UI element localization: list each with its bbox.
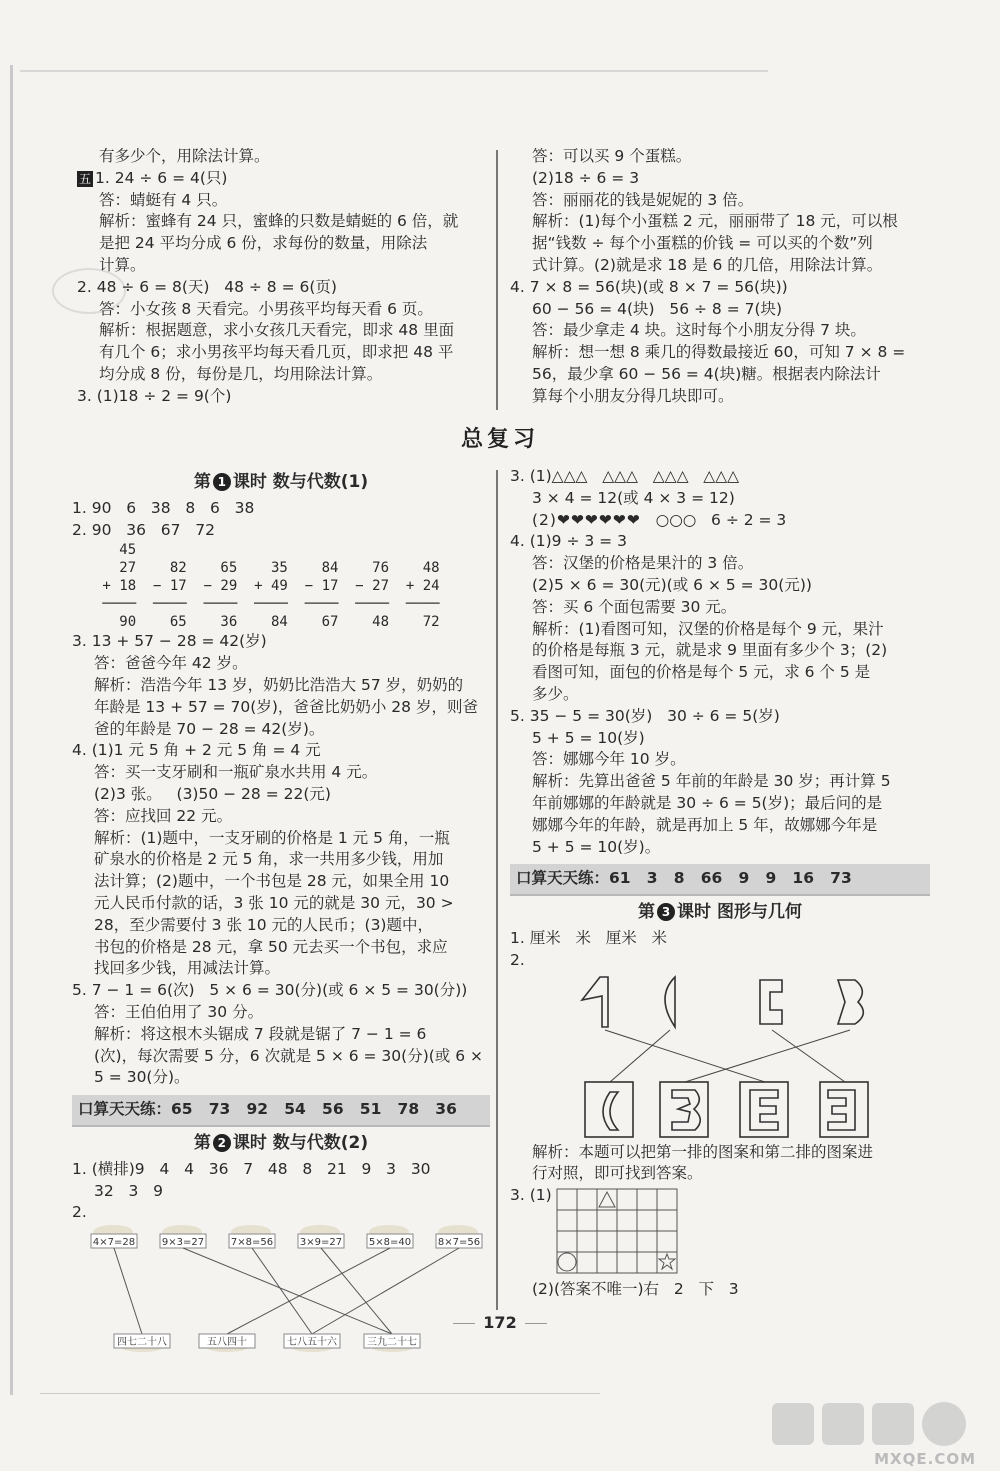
column-divider [496,150,498,410]
text-line: 4. 7 × 8 = 56(块)(或 8 × 7 = 56(块)) [510,277,788,296]
watermark-text: MXQE.COM [874,1450,976,1468]
text-line: 答：买 6 个面包需要 30 元。 [532,597,737,616]
text-line: 2. 90 36 67 72 [72,520,215,539]
card-text: 9×3=27 [161,1237,205,1249]
text-line: 有几个 6；求小男孩平均每天看几页，即求把 48 平 [99,343,454,362]
page-number: 172 [0,1313,1000,1332]
bottom-shape [820,1082,868,1137]
card-text: 5×8=40 [368,1237,412,1249]
text-line: 找回多少钱，用减法计算。 [94,959,281,978]
card-text: 7×8=56 [230,1237,274,1249]
text-line: 答：王伯伯用了 30 分。 [94,1002,264,1021]
top-card [91,1225,137,1248]
text-line: 元人民币付款的话，3 张 10 元的就是 30 元，30 > [94,893,454,912]
text-line: 3 × 4 = 12(或 4 × 3 = 12) [532,488,735,507]
top-card [229,1225,275,1248]
text-line: 均分成 8 份，每份是几，均用除法计算。 [99,364,383,383]
vertical-calculations: 45 27 82 65 35 84 76 48 + 18 − 17 − 29 + 49 − 17 − 27 + 24 ──── ──── ──── ──── ──── ──── ──── 90 65 36 84 67 48 72 [102,542,440,631]
text-line: (次)，每次需要 5 分，6 次就是 5 × 6 = 30(分)(或 6 × [94,1046,483,1065]
column-divider [496,470,498,1310]
text-line: 答：可以买 9 个蛋糕。 [532,147,692,165]
text-line: 2. [72,1203,87,1222]
text-line: 答：小女孩 8 天看完。小男孩平均每天看 6 页。 [99,299,433,318]
lesson-1-heading: 第 1 课时 数与代数(1) [193,472,369,492]
text-line: 解析：(1)题中，一支牙刷的价格是 1 元 5 角，一瓶 [94,828,450,847]
text-line: 2. [510,950,525,969]
top-shape [665,977,675,1027]
lesson-number-badge: 3 [657,903,675,921]
text-line: 1. 厘米 米 厘米 米 [510,928,668,947]
text-line: 是把 24 平均分成 6 份，求每份的数量，用除法 [99,234,428,253]
text-line: 解析：本题可以把第一排的图案和第二排的图案进 [532,1142,874,1161]
bottom-rule [40,1393,600,1394]
bottom-card [114,1334,170,1352]
text-line: 4. (1)1 元 5 角 + 2 元 5 角 = 4 元 [72,741,321,760]
section-title: 总复习 [460,427,539,452]
top-shape [582,977,608,1027]
circle-icon [558,1253,576,1271]
text-line: 56，最少拿 60 − 56 = 4(块)糖。根据表内除法计 [532,364,881,383]
card-text: 8×7=56 [437,1237,481,1249]
text-line: 解析：将这根木头锯成 7 段就是锯了 7 − 1 = 6 [94,1024,427,1043]
lesson-number-badge: 2 [213,1134,231,1152]
connection-lines [605,1030,850,1082]
text-line: 5 + 5 = 10(岁)。 [532,837,661,856]
matching-diagram [87,1224,487,1354]
top-card [160,1225,206,1248]
text-line: 5 = 30(分)。 [94,1068,190,1087]
mental-math-bar: 口算天天练：65 73 92 54 56 51 78 36 [72,1095,490,1127]
lesson-number-badge: 1 [213,473,231,491]
bottom-card [364,1334,420,1352]
text-line: 5. 35 − 5 = 30(岁) 30 ÷ 6 = 5(岁) [510,706,780,725]
text-line: (2)(答案不唯一)右 2 下 3 [532,1279,739,1298]
text-line: 答：娜娜今年 10 岁。 [532,750,686,769]
text-line: 解析：蜜蜂有 24 只，蜜蜂的只数是蜻蜓的 6 倍，就 [99,212,459,231]
bottom-card [199,1334,255,1352]
text-line: 矿泉水的价格是 2 元 5 角，求一共用多少钱，用加 [94,850,444,869]
triangle-icon [599,1192,615,1207]
text-line: 娜娜今年的年龄，就是再加上 5 年，故娜娜今年是 [532,815,878,834]
shape-matching-diagram [510,972,910,1142]
text-line: 计算。 [99,255,146,274]
text-line: 书包的价格是 28 元，拿 50 元去买一个书包，求应 [94,937,448,956]
card-text: 3×9=27 [299,1237,343,1249]
text-line: 28，至少需要付 3 张 10 元的人民币；(3)题中， [94,915,433,934]
text-line: 32 3 9 [94,1181,164,1200]
text-line: 1. 90 6 38 8 6 38 [72,498,255,517]
text-line: 5. 7 − 1 = 6(次) 5 × 6 = 30(分)(或 6 × 5 = 30(分)) [72,981,468,1000]
text-line: 答：蜻蜓有 4 只。 [99,190,228,209]
text-line: 答：最少拿走 4 块。这时每个小朋友分得 7 块。 [532,321,866,340]
text-line: 解析：(1)看图可知，汉堡的价格是每个 9 元，果汁 [532,619,884,638]
text-line: 多少。 [532,684,579,703]
top-card [367,1225,413,1248]
text-line: 5 + 5 = 10(岁) [532,728,645,747]
grid-figure [555,1187,715,1279]
text-line: 的价格是每瓶 3 元，就是求 9 里面有多少个 3；(2) [532,641,888,660]
text-line: 有多少个，用除法计算。 [99,147,270,165]
text-line: 据“钱数 ÷ 每个小蛋糕的价钱 = 可以买的个数”列 [532,234,873,253]
text-line: 解析：想一想 8 乘几的得数最接近 60，可知 7 × 8 = [532,343,906,362]
text-line: 2. 48 ÷ 6 = 8(天) 48 ÷ 8 = 6(页) [77,277,337,296]
text-line: 法计算；(2)题中，一个书包是 28 元，如果全用 10 [94,872,450,891]
text-line: 解析：浩浩今年 13 岁，奶奶比浩浩大 57 岁，奶奶的 [94,675,464,694]
card-text: 七八五十六 [287,1337,337,1349]
text-line: 年前娜娜的年龄就是 30 ÷ 6 = 5(岁)；最后问的是 [532,793,883,812]
text-line: 解析：(1)每个小蛋糕 2 元，丽丽带了 18 元，可以根 [532,212,898,231]
text-line: 答：应找回 22 元。 [94,806,233,825]
top-left-column [77,146,492,408]
text-line: 答：汉堡的价格是果汁的 3 倍。 [532,554,754,573]
bottom-shape [660,1082,708,1137]
text-line: 1. (横排)9 4 4 36 7 48 8 21 9 3 30 [72,1159,431,1178]
bottom-card [284,1334,340,1352]
text-line: 3. (1) [510,1186,552,1205]
text-line: 爸的年龄是 70 − 28 = 42(岁)。 [94,719,325,738]
bottom-shape [585,1082,633,1137]
card-text: 三九二十七 [367,1337,417,1349]
lower-left-column [72,466,490,1354]
top-rule [20,70,768,72]
text-line: 4. (1)9 ÷ 3 = 3 [510,532,627,551]
text-line: 3. (1)△△△ △△△ △△△ △△△ [510,467,740,485]
text-line: 算每个小朋友分得几块即可。 [532,386,734,405]
text-line: (2)5 × 6 = 30(元)(或 6 × 5 = 30(元)) [532,575,812,594]
bottom-shape [740,1082,788,1137]
text-line: 答：爸爸今年 42 岁。 [94,654,248,673]
text-line: 答：买一支牙刷和一瓶矿泉水共用 4 元。 [94,763,378,782]
lower-right-column [510,466,930,1301]
text-line: 年龄是 13 + 57 = 70(岁)，爸爸比奶奶小 28 岁，则爸 [94,697,478,716]
text-line: 行对照，即可找到答案。 [532,1164,703,1183]
top-card [298,1225,344,1248]
top-shape [838,980,863,1024]
lesson-3-heading: 第 3 课时 图形与几何 [638,902,802,923]
top-card [436,1225,482,1248]
top-shape [760,980,782,1024]
text-line: (2)❤❤❤❤❤❤ ○○○ 6 ÷ 2 = 3 [532,510,787,529]
text-line: 60 − 56 = 4(块) 56 ÷ 8 = 7(块) [532,299,783,318]
section-badge: 五 [79,171,92,186]
star-icon [659,1254,675,1269]
text-line: 3. 13 + 57 − 28 = 42(岁) [72,632,267,651]
card-text: 4×7=28 [92,1237,136,1249]
text-line: (2)18 ÷ 6 = 3 [532,168,640,187]
text-line: 式计算。(2)就是求 18 是 6 的几倍，用除法计算。 [532,255,883,274]
hearts: (2)❤❤❤❤❤❤ [532,510,641,529]
card-text: 五八四十 [207,1337,247,1349]
text-line: (2)3 张。 (3)50 − 28 = 22(元) [94,784,331,803]
lesson-2-heading: 第 2 课时 数与代数(2) [193,1132,369,1153]
text-line: 看图可知，面包的价格是每个 5 元，求 6 个 5 是 [532,663,871,682]
text-line: 答：丽丽花的钱是妮妮的 3 倍。 [532,190,754,209]
text-line: 五 1. 24 ÷ 6 = 4(只) [79,168,228,187]
top-right-column [510,146,930,408]
text-line: 解析：先算出爸爸 5 年前的年龄是 30 岁；再计算 5 [532,772,891,791]
left-margin-rule [10,65,13,1395]
text-line: 解析：根据题意，求小女孩几天看完，即求 48 里面 [99,321,455,340]
mental-math-bar: 口算天天练：61 3 8 66 9 9 16 73 [510,864,930,896]
card-text: 四七二十八 [117,1337,167,1349]
text-line: 3. (1)18 ÷ 2 = 9(个) [77,386,232,405]
